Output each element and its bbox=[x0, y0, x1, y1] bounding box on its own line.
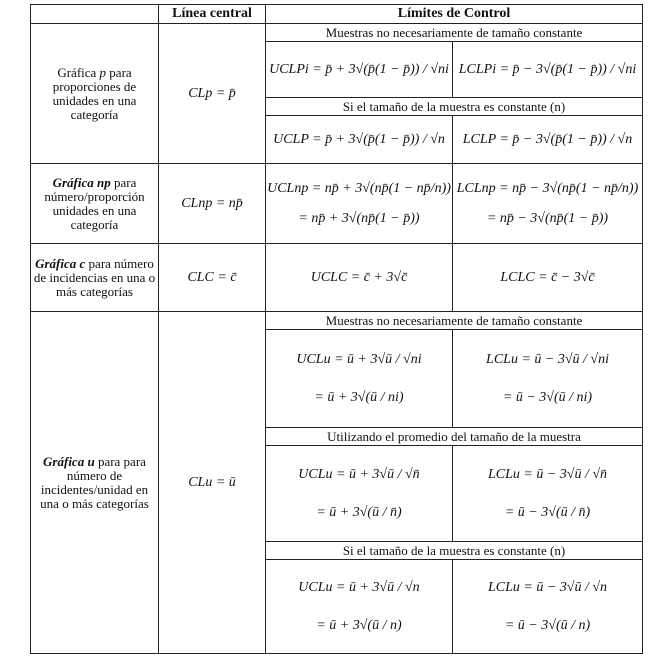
u-chart-subheader-3: Si el tamaño de la muestra es constante (n) bbox=[266, 542, 643, 560]
u-chart-subheader-1: Muestras no necesariamente de tamaño constante bbox=[266, 312, 643, 330]
u-chart-lcl-2-line-2: = ū − 3√(ū / n̄) bbox=[504, 504, 591, 520]
u-chart-label: Gráfica u para para número de incidentes/unidad en una o más categorías bbox=[31, 312, 159, 654]
np-chart-label: Gráfica np para número/proporción unidades en una categoría bbox=[31, 164, 159, 244]
u-chart-ucl-2-line-2: = ū + 3√(ū / n̄) bbox=[316, 504, 402, 520]
p-chart-label: Gráfica p para proporciones de unidades en una categoría bbox=[31, 24, 159, 164]
u-chart-lcl-1 bbox=[453, 330, 643, 428]
u-chart-ucl-2-line-1: UCLu = ū + 3√ū / √n̄ bbox=[298, 466, 420, 482]
p-chart-central-line: CLp = p̄ bbox=[159, 24, 266, 164]
c-chart-central-line: CLC = c̄ bbox=[159, 244, 266, 312]
c-chart-lcl: LCLC = c̄ − 3√c̄ bbox=[453, 244, 643, 312]
u-chart-subheader-2: Utilizando el promedio del tamaño de la muestra bbox=[266, 428, 643, 446]
np-chart-central-line: CLnp = np̄ bbox=[159, 164, 266, 244]
np-chart-ucl-line-2: = np̄ + 3√(np̄(1 − p̄)) bbox=[298, 210, 420, 226]
u-chart-ucl-3-line-1: UCLu = ū + 3√ū / √n bbox=[298, 579, 420, 595]
np-chart-lcl-line-1: LCLnp = np̄ − 3√(np̄(1 − np̄/n)) bbox=[456, 180, 639, 196]
u-chart-lcl-1-line-2: = ū − 3√(ū / ni) bbox=[502, 389, 593, 405]
p-chart-subheader-2: Si el tamaño de la muestra es constante (n) bbox=[266, 98, 643, 116]
np-chart-ucl bbox=[266, 164, 453, 244]
u-chart-ucl-3 bbox=[266, 560, 453, 654]
u-chart-lcl-3-line-2: = ū − 3√(ū / n) bbox=[504, 617, 591, 633]
header-control-limits: Límites de Control bbox=[266, 5, 643, 24]
u-chart-ucl-2 bbox=[266, 446, 453, 542]
np-chart-lcl bbox=[453, 164, 643, 244]
p-chart-lcl-2: LCLP = p̄ − 3√(p̄(1 − p̄)) / √n bbox=[453, 116, 643, 164]
c-chart-ucl: UCLC = c̄ + 3√c̄ bbox=[266, 244, 453, 312]
p-chart-ucl-1: UCLPi = p̄ + 3√(p̄(1 − p̄)) / √ni bbox=[266, 42, 453, 98]
header-blank bbox=[31, 5, 159, 24]
p-chart-subheader-1: Muestras no necesariamente de tamaño constante bbox=[266, 24, 643, 42]
control-limits-table bbox=[30, 4, 643, 654]
header-central-line: Línea central bbox=[159, 5, 266, 24]
u-chart-lcl-2 bbox=[453, 446, 643, 542]
u-chart-lcl-2-line-1: LCLu = ū − 3√ū / √n̄ bbox=[487, 466, 608, 482]
p-chart-lcl-1: LCLPi = p̄ − 3√(p̄(1 − p̄)) / √ni bbox=[453, 42, 643, 98]
u-chart-ucl-1 bbox=[266, 330, 453, 428]
u-chart-ucl-1-line-1: UCLu = ū + 3√ū / √ni bbox=[296, 351, 422, 367]
u-chart-lcl-1-line-1: LCLu = ū − 3√ū / √ni bbox=[486, 351, 609, 367]
u-chart-ucl-1-line-2: = ū + 3√(ū / ni) bbox=[314, 389, 404, 405]
u-chart-ucl-3-line-2: = ū + 3√(ū / n) bbox=[316, 617, 402, 633]
np-chart-ucl-line-1: UCLnp = np̄ + 3√(np̄(1 − np̄/n)) bbox=[267, 180, 451, 196]
p-chart-ucl-2: UCLP = p̄ + 3√(p̄(1 − p̄)) / √n bbox=[266, 116, 453, 164]
u-chart-lcl-3 bbox=[453, 560, 643, 654]
np-chart-lcl-line-2: = np̄ − 3√(np̄(1 − p̄)) bbox=[486, 210, 609, 226]
header-row bbox=[31, 5, 643, 24]
u-chart-lcl-3-line-1: LCLu = ū − 3√ū / √n bbox=[487, 579, 608, 595]
c-chart-label: Gráfica c para número de incidencias en una o más categorías bbox=[31, 244, 159, 312]
u-chart-central-line: CLu = ū bbox=[159, 312, 266, 654]
